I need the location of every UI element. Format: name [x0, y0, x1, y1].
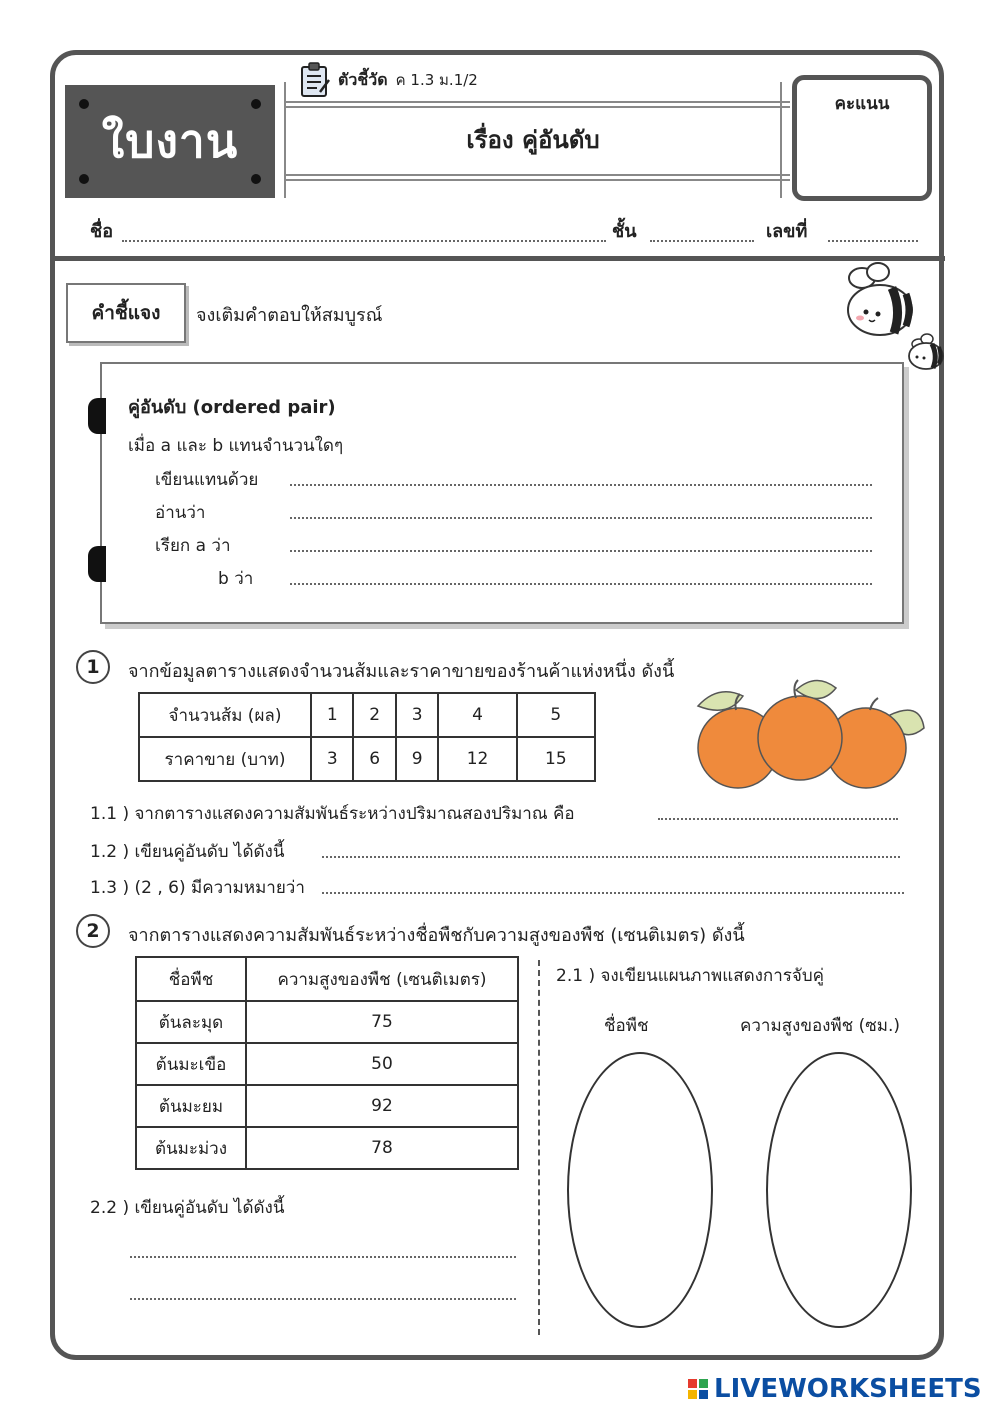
answer-1-3-field[interactable] — [322, 892, 904, 894]
section-divider — [538, 960, 540, 1335]
indicator-code: ค 1.3 ม.1/2 — [395, 71, 478, 89]
worksheet-topic: เรื่อง คู่อันดับ — [466, 126, 600, 154]
definition-intro: เมื่อ a และ b แทนจำนวนใดๆ — [128, 436, 344, 456]
table-cell: 2 — [353, 693, 395, 737]
question-1-prompt: จากข้อมูลตารางแสดงจำนวนส้มและราคาขายของร้านค้าแห่งหนึ่ง ดังนี้ — [128, 661, 675, 682]
table-cell: 3 — [396, 693, 438, 737]
score-box[interactable] — [792, 75, 932, 201]
name-field[interactable] — [122, 240, 606, 242]
liveworksheets-logo[interactable] — [688, 1374, 982, 1404]
table-cell: 9 — [396, 737, 438, 781]
question-1-3: 1.3 ) (2 , 6) มีความหมายว่า — [90, 878, 305, 898]
indicator — [300, 62, 478, 98]
logo-icon — [688, 1379, 708, 1399]
plant-height-cell: 50 — [246, 1043, 518, 1085]
plant-name-cell: ต้นมะยม — [136, 1085, 246, 1127]
class-field[interactable] — [650, 240, 754, 242]
binder-clip — [88, 546, 106, 582]
header-rule — [284, 106, 790, 108]
definition-line1-label: เขียนแทนด้วย — [155, 470, 259, 490]
table-cell: 5 — [517, 693, 595, 737]
table-header: ชื่อพืช — [136, 957, 246, 1001]
binder-clip — [88, 398, 106, 434]
mapping-set-left[interactable] — [567, 1052, 713, 1328]
corner-dot — [251, 99, 261, 109]
corner-dot — [79, 99, 89, 109]
plant-name-cell: ต้นละมุด — [136, 1001, 246, 1043]
header-rule — [284, 82, 286, 198]
header-rule — [780, 82, 782, 198]
score-label: คะแนน — [834, 94, 890, 114]
definition-line3-field[interactable] — [290, 550, 872, 552]
mapping-set-right[interactable] — [766, 1052, 912, 1328]
diagram-left-label: ชื่อพืช — [604, 1016, 649, 1036]
plant-height-cell: 75 — [246, 1001, 518, 1043]
header-divider — [55, 256, 945, 261]
class-label: ชั้น — [612, 221, 637, 242]
worksheet-label: ใบงาน — [101, 114, 239, 168]
answer-2-2-field[interactable] — [130, 1298, 516, 1300]
header-rule — [284, 101, 790, 103]
oranges-illustration — [688, 676, 933, 794]
answer-2-2-field[interactable] — [130, 1256, 516, 1258]
worksheet-title-box — [65, 85, 275, 198]
question-1-2: 1.2 ) เขียนคู่อันดับ ได้ดังนี้ — [90, 842, 285, 862]
table-header: ความสูงของพืช (เซนติเมตร) — [246, 957, 518, 1001]
header-rule — [284, 174, 790, 176]
answer-1-2-field[interactable] — [322, 856, 900, 858]
header-rule — [284, 179, 790, 181]
corner-dot — [79, 174, 89, 184]
definition-line2-field[interactable] — [290, 517, 872, 519]
question-2-1: 2.1 ) จงเขียนแผนภาพแสดงการจับคู่ — [556, 966, 825, 986]
plant-height-cell: 92 — [246, 1085, 518, 1127]
number-label: เลขที่ — [766, 221, 808, 242]
table-row-label: ราคาขาย (บาท) — [139, 737, 311, 781]
instructions-label: คำชี้แจง — [66, 283, 186, 343]
question-1-number: 1 — [76, 650, 110, 684]
question-2-number: 2 — [76, 914, 110, 948]
name-label: ชื่อ — [90, 221, 114, 242]
corner-dot — [251, 174, 261, 184]
definition-line4-field[interactable] — [290, 583, 872, 585]
plant-name-cell: ต้นมะเขือ — [136, 1043, 246, 1085]
table-row-label: จำนวนส้ม (ผล) — [139, 693, 311, 737]
question-2-2: 2.2 ) เขียนคู่อันดับ ได้ดังนี้ — [90, 1198, 285, 1218]
definition-line2-label: อ่านว่า — [155, 503, 206, 523]
definition-line1-field[interactable] — [290, 484, 872, 486]
instructions-text: จงเติมคำตอบให้สมบูรณ์ — [196, 305, 383, 326]
definition-line3-label: เรียก a ว่า — [155, 536, 231, 556]
orange-table — [138, 692, 596, 782]
clipboard-icon — [300, 62, 330, 98]
plant-table — [135, 956, 519, 1170]
diagram-right-label: ความสูงของพืช (ซม.) — [740, 1016, 901, 1036]
indicator-label: ตัวชี้วัด — [338, 69, 388, 89]
definition-title: คู่อันดับ (ordered pair) — [128, 397, 336, 418]
table-cell: 15 — [517, 737, 595, 781]
table-cell: 3 — [311, 737, 353, 781]
definition-line4-label: b ว่า — [218, 569, 254, 589]
table-cell: 6 — [353, 737, 395, 781]
question-1-1: 1.1 ) จากตารางแสดงความสัมพันธ์ระหว่างปริมาณสองปริมาณ คือ — [90, 804, 575, 824]
plant-name-cell: ต้นมะม่วง — [136, 1127, 246, 1169]
table-cell: 4 — [438, 693, 516, 737]
table-cell: 12 — [438, 737, 516, 781]
bee-icon — [832, 256, 952, 376]
answer-1-1-field[interactable] — [658, 818, 898, 820]
table-cell: 1 — [311, 693, 353, 737]
number-field[interactable] — [828, 240, 918, 242]
plant-height-cell: 78 — [246, 1127, 518, 1169]
question-2-prompt: จากตารางแสดงความสัมพันธ์ระหว่างชื่อพืชกับความสูงของพืช (เซนติเมตร) ดังนี้ — [128, 925, 745, 946]
logo-text: LIVEWORKSHEETS — [714, 1374, 982, 1404]
